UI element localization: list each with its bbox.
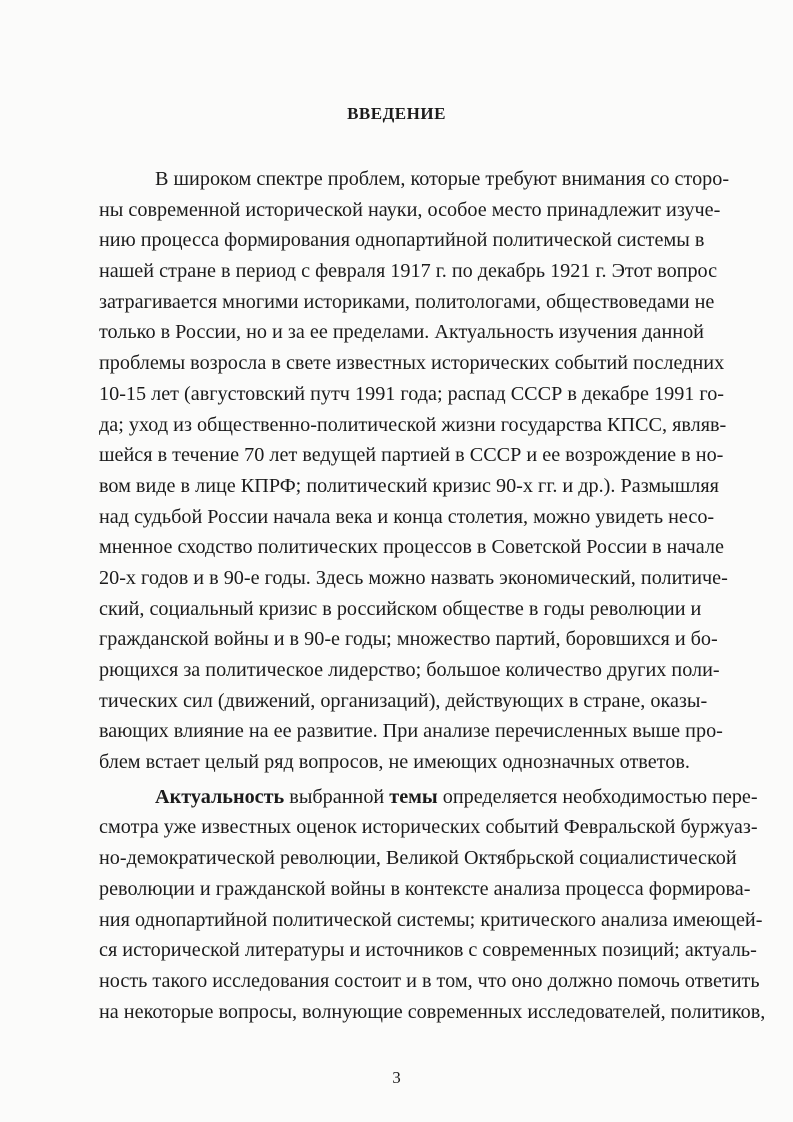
text-line: смотра уже известных оценок исторических событий Февральской буржуаз- xyxy=(99,816,758,839)
text-line xyxy=(99,782,758,813)
text-line: на некоторые вопросы, волнующие современных исследователей, политиков, xyxy=(99,1000,766,1023)
paragraph-1 xyxy=(99,164,730,778)
text-line: 10-15 лет (августовский путч 1991 года; распад СССР в декабре 1991 го- xyxy=(99,382,725,405)
text-line: только в России, но и за ее пределами. Актуальность изучения данной xyxy=(99,321,704,344)
text-line: ский, социальный кризис в российском обществе в годы революции и xyxy=(99,597,702,620)
page-title: ВВЕДЕНИЕ xyxy=(347,104,446,123)
paragraph-2 xyxy=(99,782,766,1028)
text-line: но-демократической революции, Великой Октябрьской социалистической xyxy=(99,847,737,870)
text-line: В широком спектре проблем, которые требуют внимания со сторо- xyxy=(155,168,730,190)
bold-term: темы xyxy=(389,785,438,808)
text-line: блем встает целый ряд вопросов, не имеющих однозначных ответов. xyxy=(99,751,690,774)
text-line: нию процесса формирования однопартийной политической системы в xyxy=(99,229,705,252)
document-body xyxy=(99,164,766,1027)
text-line: да; уход из общественно-политической жизни государства КПСС, являв- xyxy=(99,413,727,436)
text-line: ность такого исследования состоит и в том, что оно должно помочь ответить xyxy=(99,969,760,992)
text-line: над судьбой России начала века и конца столетия, можно увидеть несо- xyxy=(99,505,715,528)
text-line: затрагивается многими историками, политологами, обществоведами не xyxy=(99,290,715,313)
text-line: шейся в течение 70 лет ведущей партией в СССР и ее возрождение в но- xyxy=(99,444,724,467)
text-line: тических сил (движений, организаций), действующих в стране, оказы- xyxy=(99,689,708,712)
text-line: вающих влияние на ее развитие. При анализе перечисленных выше про- xyxy=(99,720,723,743)
text-line: вом виде в лице КПРФ; политический кризис 90-х гг. и др.). Размышляя xyxy=(99,474,719,497)
text-line: нашей стране в период с февраля 1917 г. по декабрь 1921 г. Этот вопрос xyxy=(99,260,718,283)
bold-term: Актуальность xyxy=(155,785,285,808)
text-fragment: определяется необходимостью пере- xyxy=(437,785,758,808)
text-line: ны современной исторической науки, особое место принадлежит изуче- xyxy=(99,198,721,221)
text-line: 20-х годов и в 90-е годы. Здесь можно назвать экономический, политиче- xyxy=(99,566,728,589)
text-line: ния однопартийной политической системы; критического анализа имеющей- xyxy=(99,908,763,931)
text-line: ся исторической литературы и источников с современных позиций; актуаль- xyxy=(99,939,757,962)
text-line: проблемы возросла в свете известных исторических событий последних xyxy=(99,352,725,375)
page-number: 3 xyxy=(392,1068,401,1087)
text-line: мненное сходство политических процессов в Советской России в начале xyxy=(99,536,724,559)
text-fragment: выбранной xyxy=(284,785,390,808)
text-line: гражданской войны и в 90-е годы; множество партий, боровшихся и бо- xyxy=(99,628,718,651)
text-line: рющихся за политическое лидерство; большое количество других поли- xyxy=(99,659,720,681)
text-line: революции и гражданской войны в контексте анализа процесса формирова- xyxy=(99,877,751,900)
